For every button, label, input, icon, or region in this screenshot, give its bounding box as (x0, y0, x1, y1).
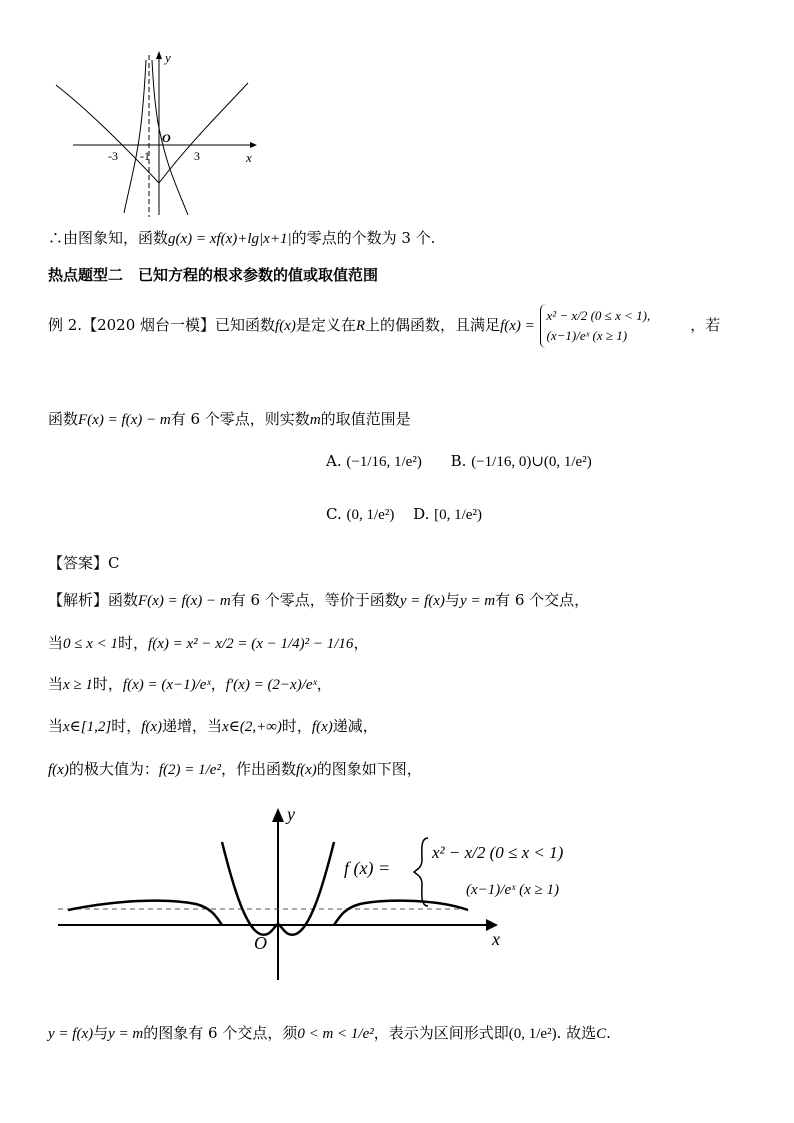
option-a: A. (−1/16, 1/e²) (326, 452, 422, 470)
option-c: C. (0, 1/e²) (326, 505, 395, 523)
section-title: 热点题型二 已知方程的根求参数的值或取值范围 (48, 266, 379, 284)
graph1-tick-neg1: -1 (140, 149, 150, 163)
graph1-y-label: y (165, 50, 171, 65)
graph1-curve-left-log (124, 60, 146, 213)
graph2-label-piece2: (x−1)/eˣ (x ≥ 1) (466, 882, 559, 898)
graph1-origin-label: O (162, 131, 171, 145)
graph1-x-label: x (246, 150, 252, 165)
example-line1: 例 2.【2020 烟台一模】已知函数f(x)是定义在R上的偶函数，且满足f(x) = x² − x/2 (0 ≤ x < 1), (x−1)/eˣ (x ≥ 1)，若 (48, 304, 720, 348)
analysis-line4: 当x∈[1,2]时，f(x)递增，当x∈(2,+∞)时，f(x)递减， (48, 717, 378, 735)
example-line2: 函数F(x) = f(x) − m有 6 个零点，则实数m的取值范围是 (48, 410, 411, 428)
graph1-y-arrow-icon (156, 51, 162, 59)
analysis-line1: 【解析】函数F(x) = f(x) − m有 6 个零点，等价于函数y = f(x)与y = m有 6 个交点， (48, 591, 590, 609)
graph2-curve-left (68, 901, 222, 925)
graph2-f-label: f (x) = (344, 858, 391, 878)
graph1-curve-v (56, 83, 248, 183)
analysis-line5: f(x)的极大值为：f(2) = 1/e²，作出函数f(x)的图象如下图， (48, 760, 422, 778)
graph2-x-label: x (492, 929, 500, 949)
piecewise-definition: x² − x/2 (0 ≤ x < 1), (x−1)/eˣ (x ≥ 1) (540, 304, 651, 348)
analysis-line2: 当0 ≤ x < 1时，f(x) = x² − x/2 = (x − 1/4)² − 1/16， (48, 634, 369, 652)
graph2-curve-right (334, 901, 468, 925)
graph1-caption: ∴由图象知，函数g(x) = xf(x)+lg|x+1|的零点的个数为 3 个. (48, 229, 436, 247)
graph2-figure (56, 800, 564, 990)
option-b: B. (−1/16, 0)∪(0, 1/e²) (450, 452, 592, 470)
analysis-line3: 当x ≥ 1时，f(x) = (x−1)/eˣ，f′(x) = (2−x)/eˣ， (48, 675, 332, 693)
option-d: D. [0, 1/e²) (413, 505, 482, 523)
graph1-x-arrow-icon (250, 142, 257, 148)
graph1-figure (48, 45, 268, 220)
graph2-label-piece1: x² − x/2 (0 ≤ x < 1) (432, 843, 564, 862)
graph2-brace-icon (414, 838, 428, 906)
conclusion-line: y = f(x)与y = m的图象有 6 个交点，须0 < m < 1/e²，表示为区间形式即(0, 1/e²). 故选C. (48, 1024, 611, 1042)
graph2-y-label: y (287, 804, 295, 824)
options-row2 (326, 503, 482, 526)
graph2-origin-label: O (254, 933, 267, 953)
answer: 【答案】C (48, 554, 120, 572)
options-row1 (326, 450, 592, 473)
graph1-tick-3: 3 (194, 149, 200, 163)
graph1-tick-neg3: -3 (108, 149, 118, 163)
graph2-y-arrow-icon (272, 808, 284, 822)
